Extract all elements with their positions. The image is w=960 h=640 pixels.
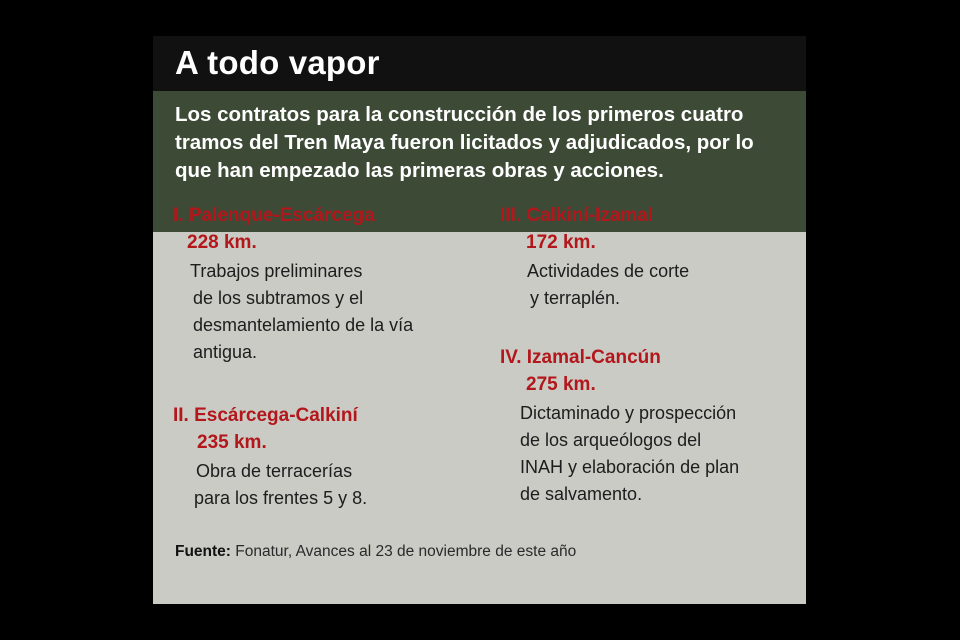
section-distance: 235 km. <box>197 432 267 453</box>
section-description <box>527 258 689 312</box>
description-line: de los arqueólogos del <box>520 430 702 450</box>
section-distance: 172 km. <box>526 232 596 253</box>
description-line: Actividades de corte <box>527 261 690 281</box>
description-line: Trabajos preliminares <box>190 261 363 281</box>
source-label: Fuente: <box>175 543 231 560</box>
section-title: I. Palenque-Escárcega <box>173 205 375 226</box>
description-line: Dictaminado y prospección <box>520 403 737 423</box>
infographic-card <box>153 36 806 604</box>
infographic-title: A todo vapor <box>175 44 380 81</box>
section-palenque-escarcega <box>173 202 413 366</box>
section-escarcega-calkini <box>173 402 367 512</box>
source-text: Fonatur, Avances al 23 de noviembre de este año <box>235 543 577 560</box>
section-distance: 275 km. <box>526 374 596 395</box>
section-distance: 228 km. <box>187 232 257 253</box>
section-description <box>520 400 739 508</box>
description-line: de salvamento. <box>520 484 643 504</box>
intro-text: Los contratos para la construcción de los primeros cuatro tramos del Tren Maya fueron licitados y adjudicados, por lo que han empezado las primeras obras y acciones. <box>175 103 754 182</box>
section-description <box>190 258 413 366</box>
section-calkini-izamal <box>500 202 689 312</box>
description-line: y terraplén. <box>530 288 621 308</box>
description-line: desmantelamiento de la vía <box>193 315 414 335</box>
title-bar <box>153 36 806 91</box>
description-line: INAH y elaboración de plan <box>520 457 740 477</box>
section-title: III. Calkiní-Izamal <box>500 205 654 226</box>
section-title: IV. Izamal-Cancún <box>500 347 661 368</box>
section-description <box>196 458 367 512</box>
description-line: de los subtramos y el <box>193 288 364 308</box>
section-izamal-cancun <box>500 344 739 508</box>
description-line: Obra de terracerías <box>196 461 353 481</box>
description-line: para los frentes 5 y 8. <box>194 488 368 508</box>
section-title: II. Escárcega-Calkiní <box>173 405 358 426</box>
source-credit <box>175 543 576 561</box>
description-line: antigua. <box>193 342 258 362</box>
